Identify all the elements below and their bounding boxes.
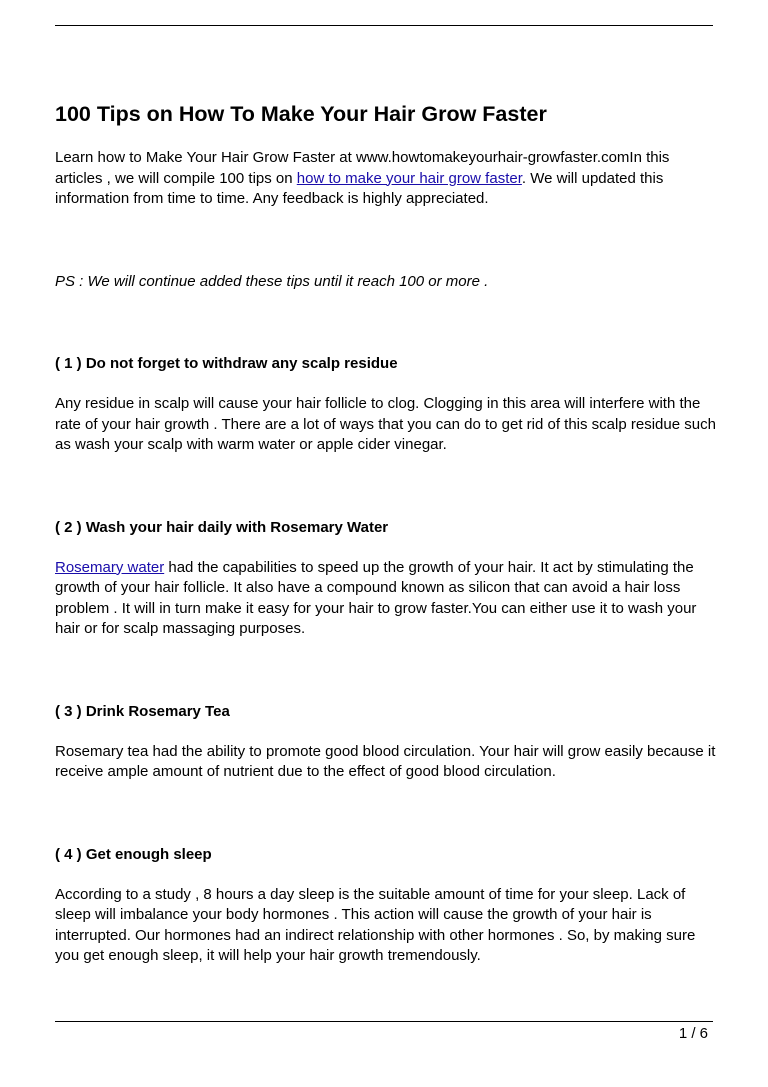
intro-paragraph <box>55 148 717 210</box>
section-1-body: Any residue in scalp will cause your hair follicle to clog. Clogging in this area will interfere with the rate of your hair growth . There are a lot of ways that you can do to get rid of this scalp residue such as wash your scalp with warm water or apple cider vinegar. <box>55 395 716 453</box>
rosemary-water-link[interactable]: Rosemary water <box>55 558 165 576</box>
intro-link[interactable]: how to make your hair grow faster <box>296 169 522 187</box>
footer-rule <box>55 1021 713 1022</box>
page-number: 1 / 6 <box>678 1025 708 1042</box>
document-body <box>55 100 717 967</box>
section-2-body-text: had the capabilities to speed up the growth of your hair. It act by stimulating the growth of your hair follicle. It also have a compound known as silicon that can avoid a hair loss problem . It will in turn make it easy for your hair to grow faster.You can either use it to wash your hair or for scalp massaging purposes. <box>55 558 697 637</box>
intro-text-end: . We will updated this information from time to time. Any feedback is highly appreciated. <box>55 169 664 207</box>
section-2-heading: ( 2 ) Wash your hair daily with Rosemary Water <box>55 518 389 536</box>
section-3-heading: ( 3 ) Drink Rosemary Tea <box>55 702 230 720</box>
section-1-heading: ( 1 ) Do not forget to withdraw any scalp residue <box>55 355 398 372</box>
section-4-body: According to a study , 8 hours a day sleep is the suitable amount of time for your sleep. Lack of sleep will imbalance your body hormones . This action will cause the growth of your hair is interrupted. Our hormones had an indirect relationship with other hormones . So, by making sure you get enough sleep, it will help your hair growth tremendously. <box>55 885 696 964</box>
section-3-body: Rosemary tea had the ability to promote good blood circulation. Your hair will grow easily because it receive ample amount of nutrient due to the effect of good blood circulation. <box>55 742 716 780</box>
page-title: 100 Tips on How To Make Your Hair Grow Faster <box>55 102 547 126</box>
header-rule <box>55 25 713 26</box>
ps-note: PS : We will continue added these tips until it reach 100 or more . <box>55 272 489 290</box>
intro-text-start: Learn how to Make Your Hair Grow Faster at www.howtomakeyourhair-growfaster.comIn this articles , we will compile 100 tips on <box>55 149 670 187</box>
section-2-body <box>55 558 717 640</box>
section-4-heading: ( 4 ) Get enough sleep <box>55 845 212 863</box>
